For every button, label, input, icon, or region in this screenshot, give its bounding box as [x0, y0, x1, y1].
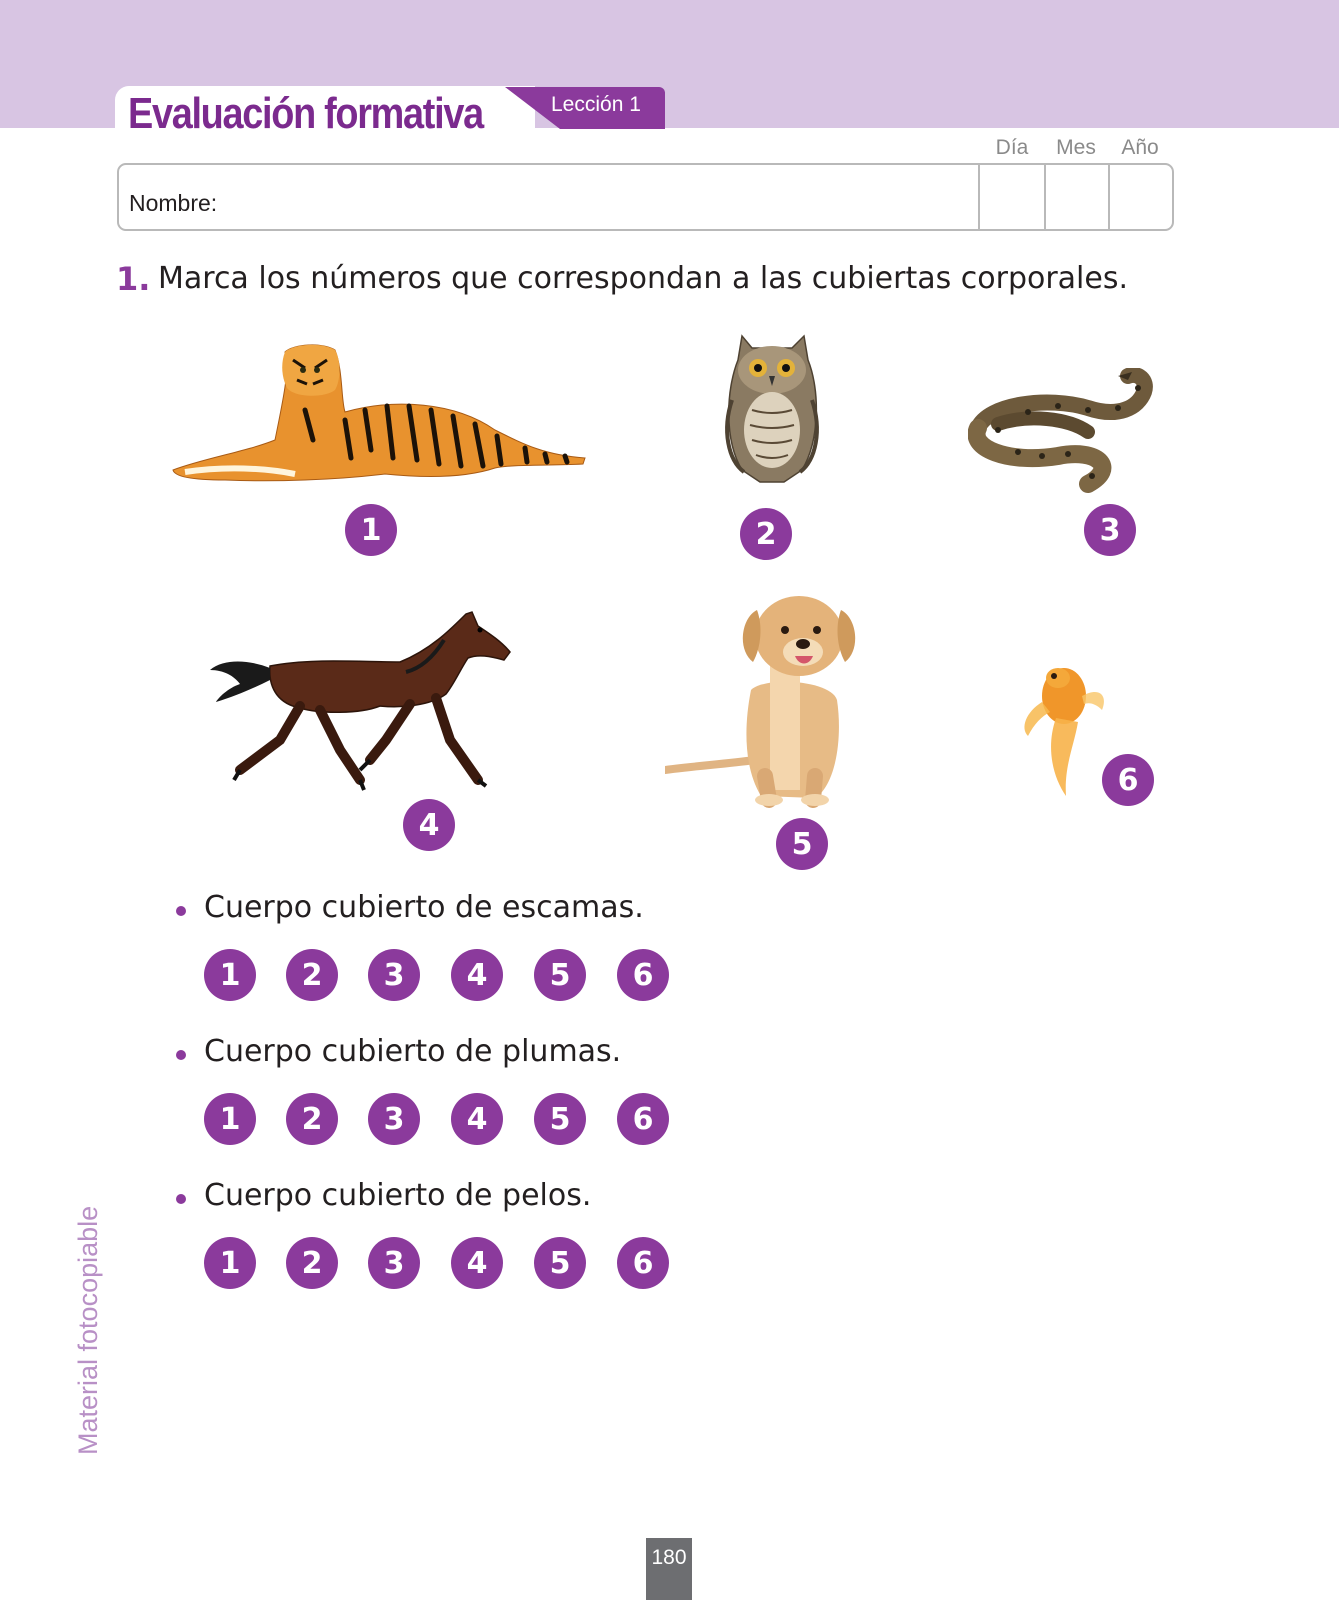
date-year-label: Año	[1121, 136, 1159, 159]
bullet-dot	[176, 1050, 186, 1060]
option-badge[interactable]: 5	[534, 1093, 586, 1145]
option-badge[interactable]: 4	[451, 1093, 503, 1145]
page-number: 180	[651, 1546, 687, 1569]
statement-text: Cuerpo cubierto de pelos.	[204, 1178, 592, 1213]
option-badge[interactable]: 5	[534, 1237, 586, 1289]
option-badge[interactable]: 5	[534, 949, 586, 1001]
page-title: Evaluación formativa	[128, 89, 483, 138]
date-year-field[interactable]	[1108, 163, 1110, 231]
option-badge[interactable]: 3	[368, 949, 420, 1001]
option-badge[interactable]: 1	[204, 1093, 256, 1145]
name-label: Nombre:	[129, 190, 218, 216]
animal-number-badge: 4	[403, 799, 455, 851]
statement-text: Cuerpo cubierto de escamas.	[204, 890, 644, 925]
owl-image	[712, 330, 832, 490]
animal-number-badge: 1	[345, 504, 397, 556]
photocopiable-label: Material fotocopiable	[73, 1205, 103, 1455]
option-badge[interactable]: 2	[286, 1093, 338, 1145]
tiger-image	[165, 340, 595, 490]
option-badge[interactable]: 6	[617, 949, 669, 1001]
statement-text: Cuerpo cubierto de plumas.	[204, 1034, 622, 1069]
bullet-dot	[176, 1194, 186, 1204]
animal-number-badge: 6	[1102, 754, 1154, 806]
date-month-field[interactable]	[1044, 163, 1046, 231]
option-badge[interactable]: 2	[286, 1237, 338, 1289]
lesson-label: Lección 1	[551, 93, 641, 116]
option-badge[interactable]: 3	[368, 1237, 420, 1289]
option-badge[interactable]: 1	[204, 949, 256, 1001]
animal-number-badge: 2	[740, 508, 792, 560]
option-badge[interactable]: 3	[368, 1093, 420, 1145]
option-badge[interactable]: 2	[286, 949, 338, 1001]
puppy-image	[665, 590, 885, 810]
goldfish-image	[1016, 656, 1116, 806]
option-badge[interactable]: 4	[451, 949, 503, 1001]
snake-image	[968, 368, 1168, 496]
animal-number-badge: 3	[1084, 504, 1136, 556]
question-number: 1.	[116, 260, 151, 298]
name-field[interactable]	[117, 163, 1174, 231]
date-day-field[interactable]	[978, 163, 980, 231]
option-badge[interactable]: 1	[204, 1237, 256, 1289]
option-badge[interactable]: 4	[451, 1237, 503, 1289]
date-day-label: Día	[995, 136, 1029, 159]
animal-number-badge: 5	[776, 818, 828, 870]
bullet-dot	[176, 906, 186, 916]
horse-image	[210, 610, 520, 800]
date-month-label: Mes	[1056, 136, 1096, 159]
option-badge[interactable]: 6	[617, 1093, 669, 1145]
question-text: Marca los números que correspondan a las cubiertas corporales.	[158, 261, 1129, 296]
option-badge[interactable]: 6	[617, 1237, 669, 1289]
